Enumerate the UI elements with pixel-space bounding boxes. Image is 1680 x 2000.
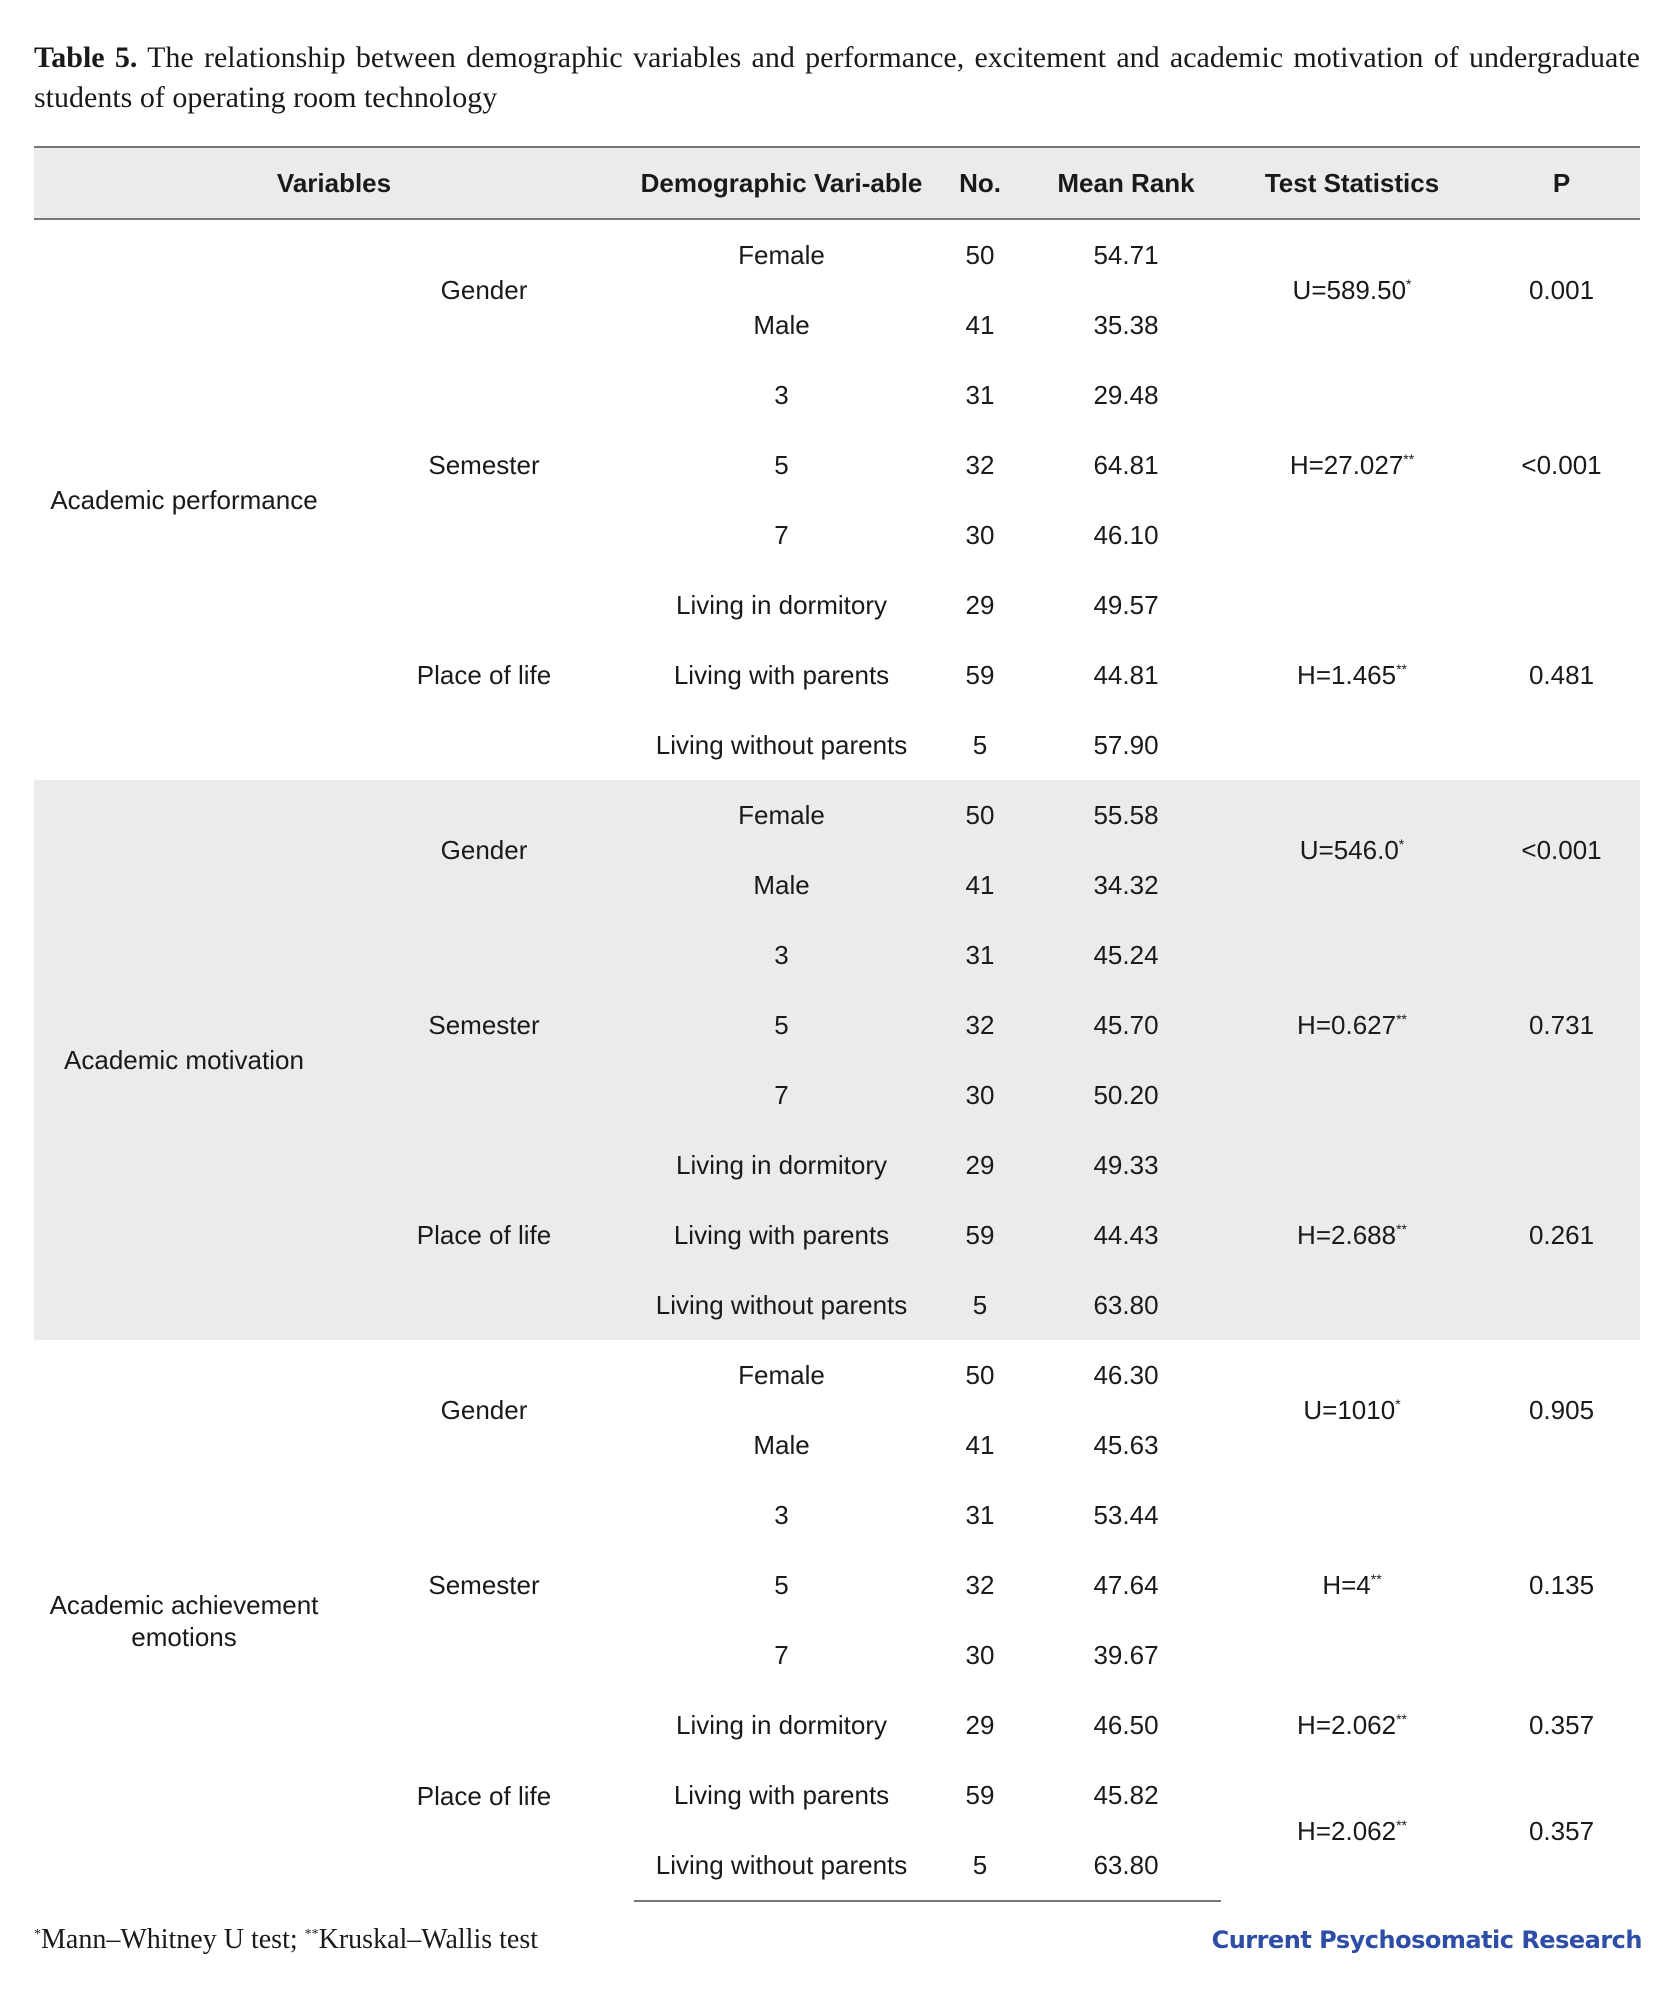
count-cell: 41 bbox=[929, 850, 1031, 920]
table-row bbox=[34, 780, 1640, 850]
subgroup-name: Gender bbox=[440, 275, 528, 305]
header-demographic-variable: Demographic Vari-able bbox=[634, 147, 929, 219]
mean-rank-cell: 35.38 bbox=[1093, 310, 1159, 340]
level-cell: Male bbox=[634, 850, 929, 920]
test-marker: ** bbox=[1396, 1221, 1407, 1237]
test-marker: ** bbox=[1396, 1011, 1407, 1027]
header-p: P bbox=[1483, 147, 1640, 219]
count-cell: 31 bbox=[929, 920, 1031, 990]
test-statistic-cell bbox=[1221, 219, 1483, 360]
mean-rank-cell: 39.67 bbox=[1093, 1640, 1159, 1670]
level-cell: Male bbox=[753, 310, 810, 340]
test-statistic-cell bbox=[1221, 570, 1483, 780]
count-cell: 31 bbox=[965, 1500, 995, 1530]
outcome-variable: Academic achievement emotions bbox=[49, 1589, 319, 1652]
header-row bbox=[34, 147, 1640, 219]
journal-name: Current Psychosomatic Research bbox=[1211, 1926, 1642, 1954]
count-cell: 29 bbox=[965, 1710, 995, 1740]
test-statistic: H=0.627 bbox=[1297, 1010, 1397, 1040]
level-cell: 3 bbox=[774, 1500, 789, 1530]
header-no: No. bbox=[929, 147, 1031, 219]
mean-rank-cell: 47.64 bbox=[1093, 1570, 1159, 1600]
p-value-cell: 0.357 bbox=[1528, 1815, 1595, 1846]
test-statistic-cell bbox=[1221, 1480, 1483, 1690]
p-value-cell: 0.481 bbox=[1528, 660, 1595, 690]
p-value-cell: 0.357 bbox=[1528, 1710, 1595, 1740]
level-cell: Living in dormitory bbox=[676, 1710, 887, 1740]
test-statistic: H=2.688 bbox=[1297, 1220, 1397, 1250]
mean-rank-cell: 50.20 bbox=[1031, 1060, 1221, 1130]
subgroup-name: Semester bbox=[334, 920, 634, 1130]
subgroup-name: Semester bbox=[428, 1570, 540, 1600]
count-cell: 41 bbox=[965, 310, 995, 340]
test-marker: ** bbox=[1396, 1816, 1407, 1833]
mean-rank-cell: 45.24 bbox=[1031, 920, 1221, 990]
count-cell: 29 bbox=[965, 590, 995, 620]
footnote-mark-2: ** bbox=[304, 1927, 319, 1942]
footnote-text-1: Mann–Whitney U test; bbox=[41, 1924, 305, 1955]
test-statistic-cell bbox=[1221, 360, 1483, 570]
level-cell: 5 bbox=[774, 1570, 789, 1600]
level-cell: Female bbox=[738, 1360, 825, 1390]
test-statistic: H=27.027 bbox=[1289, 450, 1404, 480]
mean-rank-cell: 45.82 bbox=[1093, 1780, 1159, 1810]
count-cell: 31 bbox=[965, 380, 995, 410]
mean-rank-cell: 45.70 bbox=[1031, 990, 1221, 1060]
outcome-variable: Academic motivation bbox=[34, 780, 334, 1340]
count-cell: 30 bbox=[965, 1640, 995, 1670]
test-statistic-cell bbox=[1221, 1690, 1483, 1760]
level-cell: Living with parents bbox=[673, 660, 890, 690]
test-statistic: H=1.465 bbox=[1297, 660, 1397, 690]
test-marker: ** bbox=[1403, 451, 1415, 467]
footnote bbox=[34, 1924, 538, 1956]
mean-rank-cell: 44.81 bbox=[1093, 660, 1159, 690]
level-cell: 7 bbox=[774, 520, 789, 550]
count-cell: 50 bbox=[929, 780, 1031, 850]
mean-rank-cell: 29.48 bbox=[1093, 380, 1159, 410]
test-statistic-cell bbox=[1221, 920, 1483, 1130]
count-cell: 59 bbox=[965, 660, 995, 690]
mean-rank-cell: 54.71 bbox=[1093, 240, 1159, 270]
count-cell: 41 bbox=[965, 1430, 995, 1460]
level-cell: 7 bbox=[774, 1640, 789, 1670]
test-marker: ** bbox=[1396, 1711, 1407, 1727]
count-cell: 5 bbox=[929, 1270, 1031, 1340]
level-cell: Male bbox=[753, 1430, 810, 1460]
count-cell: 32 bbox=[965, 450, 995, 480]
level-cell: Living in dormitory bbox=[676, 590, 887, 620]
test-statistic: H=2.062 bbox=[1297, 1710, 1397, 1740]
test-marker: * bbox=[1406, 276, 1412, 292]
mean-rank-cell: 46.10 bbox=[1093, 520, 1159, 550]
results-table bbox=[34, 146, 1640, 1902]
mean-rank-cell: 63.80 bbox=[1031, 1270, 1221, 1340]
mean-rank-cell: 46.50 bbox=[1093, 1710, 1159, 1740]
mean-rank-cell: 49.57 bbox=[1093, 590, 1159, 620]
mean-rank-cell: 49.33 bbox=[1031, 1130, 1221, 1200]
table-caption bbox=[34, 38, 1640, 118]
table-row bbox=[34, 219, 1640, 290]
subgroup-name: Semester bbox=[428, 450, 540, 480]
test-statistic: H=2.062 bbox=[1297, 1815, 1397, 1846]
count-cell: 59 bbox=[965, 1780, 995, 1810]
mean-rank-cell: 55.58 bbox=[1031, 780, 1221, 850]
mean-rank-cell: 57.90 bbox=[1093, 730, 1159, 760]
test-statistic: U=546.0 bbox=[1299, 835, 1399, 865]
test-statistic: U=589.50 bbox=[1292, 275, 1407, 305]
p-value-cell: 0.905 bbox=[1528, 1395, 1595, 1425]
subgroup-name: Gender bbox=[440, 1395, 528, 1425]
level-cell: 5 bbox=[774, 450, 789, 480]
table-body bbox=[34, 219, 1640, 1901]
mean-rank-cell: 45.63 bbox=[1093, 1430, 1159, 1460]
level-cell: 3 bbox=[774, 380, 789, 410]
footnote-mark-1: * bbox=[34, 1927, 41, 1942]
footnote-text-2: Kruskal–Wallis test bbox=[318, 1924, 539, 1955]
level-cell: Female bbox=[738, 240, 825, 270]
count-cell: 30 bbox=[965, 520, 995, 550]
count-cell: 32 bbox=[929, 990, 1031, 1060]
header-variables: Variables bbox=[34, 147, 634, 219]
test-statistic: H=4 bbox=[1322, 1570, 1371, 1600]
subgroup-name: Place of life bbox=[334, 1130, 634, 1340]
test-statistic-cell bbox=[1221, 1760, 1483, 1901]
count-cell: 32 bbox=[965, 1570, 995, 1600]
count-cell: 5 bbox=[972, 730, 988, 760]
mean-rank-cell: 64.81 bbox=[1093, 450, 1159, 480]
header-test-statistics: Test Statistics bbox=[1221, 147, 1483, 219]
mean-rank-cell: 34.32 bbox=[1031, 850, 1221, 920]
level-cell: Living without parents bbox=[655, 730, 908, 760]
test-marker: * bbox=[1398, 836, 1405, 852]
mean-rank-cell: 63.80 bbox=[1031, 1830, 1221, 1901]
level-cell: Living without parents bbox=[634, 1270, 929, 1340]
level-cell: Living without parents bbox=[634, 1830, 929, 1901]
p-value-cell: 0.001 bbox=[1528, 275, 1595, 305]
p-value-cell: 0.731 bbox=[1483, 920, 1640, 1130]
p-value-cell: <0.001 bbox=[1521, 450, 1602, 480]
level-cell: Living in dormitory bbox=[634, 1130, 929, 1200]
count-cell: 5 bbox=[929, 1830, 1031, 1901]
caption-text: The relationship between demographic variables and performance, excitement and academic motivation of undergraduate students of operating room technology bbox=[34, 41, 1640, 114]
p-value-cell: 0.135 bbox=[1528, 1570, 1595, 1600]
mean-rank-cell: 44.43 bbox=[1031, 1200, 1221, 1270]
table-row bbox=[34, 1340, 1640, 1410]
test-marker: ** bbox=[1396, 661, 1407, 677]
outcome-variable: Academic performance bbox=[50, 485, 318, 515]
test-statistic: U=1010 bbox=[1303, 1395, 1396, 1425]
subgroup-name: Gender bbox=[334, 780, 634, 920]
level-cell: 5 bbox=[634, 990, 929, 1060]
header-mean-rank: Mean Rank bbox=[1031, 147, 1221, 219]
table-label: Table 5. bbox=[34, 41, 138, 74]
count-cell: 59 bbox=[929, 1200, 1031, 1270]
p-value-cell: 0.261 bbox=[1483, 1130, 1640, 1340]
level-cell: Female bbox=[634, 780, 929, 850]
count-cell: 50 bbox=[965, 1360, 995, 1390]
mean-rank-cell: 53.44 bbox=[1093, 1500, 1159, 1530]
level-cell: 3 bbox=[634, 920, 929, 990]
count-cell: 30 bbox=[929, 1060, 1031, 1130]
count-cell: 29 bbox=[929, 1130, 1031, 1200]
test-statistic-cell bbox=[1221, 780, 1483, 920]
subgroup-name: Place of life bbox=[416, 660, 552, 690]
subgroup-name: Place of life bbox=[416, 1780, 552, 1811]
level-cell: Living with parents bbox=[673, 1780, 890, 1810]
test-marker: * bbox=[1395, 1396, 1401, 1412]
level-cell: Living with parents bbox=[634, 1200, 929, 1270]
level-cell: 7 bbox=[634, 1060, 929, 1130]
p-value-cell: <0.001 bbox=[1483, 780, 1640, 920]
test-statistic-cell bbox=[1221, 1340, 1483, 1480]
test-statistic-cell bbox=[1221, 1130, 1483, 1340]
mean-rank-cell: 46.30 bbox=[1093, 1360, 1159, 1390]
count-cell: 50 bbox=[965, 240, 995, 270]
test-marker: ** bbox=[1370, 1571, 1382, 1587]
